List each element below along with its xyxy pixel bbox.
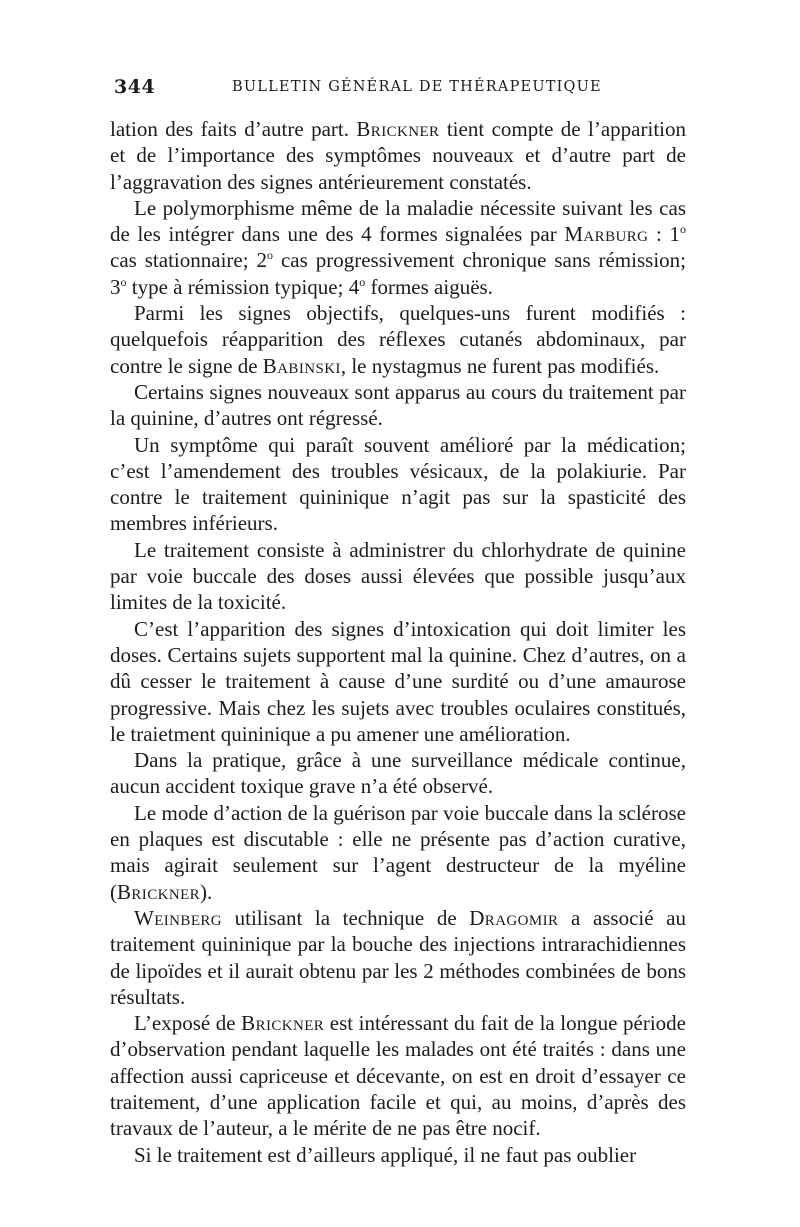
article-body xyxy=(110,116,686,1168)
paragraph-6: Le traitement consiste à administrer du chlorhydrate de quinine par voie buccale des doses aussi élevées que possible jusqu’aux limites de la toxicité. xyxy=(110,537,686,615)
author-name: Brickner xyxy=(241,1011,325,1036)
paragraph-9: Le mode d’action de la guérison par voie buccale dans la sclérose en plaques est discutable : elle ne présente pas d’action curative, mais agirait seulement sur l’agent destructeur de la myéline (Brickner). xyxy=(110,800,686,904)
author-name: Marburg xyxy=(564,222,649,247)
paragraph-8: Dans la pratique, grâce à une surveillance médicale continue, aucun accident toxique grave n’a été observé. xyxy=(110,748,686,799)
running-head: BULLETIN GÉNÉRAL DE THÉRAPEUTIQUE xyxy=(232,79,602,95)
paragraph-10: Weinberg utilisant la technique de Dragomir a associé au traitement quininique par la bouche des injections intrarachidiennes de lipoïdes et il aurait obtenu par les 2 méthodes combinées de bons résultats. xyxy=(110,905,686,1009)
page-number: 344 xyxy=(114,76,156,98)
paragraph-2: Le polymorphisme même de la maladie nécessite suivant les cas de les intégrer dans une des 4 formes signalées par Marburg : 1$^o$ cas stationnaire; 2$^o$ cas progressivement chronique sans rémission; 3$^o$ type à rémission typique; 4$^o$ formes aiguës. xyxy=(110,195,686,299)
author-name: Brickner xyxy=(117,879,201,904)
author-name: Babinski xyxy=(262,353,341,378)
author-name: Brickner xyxy=(356,117,440,141)
paragraph-3: Parmi les signes objectifs, quelques-uns furent modifiés : quelquefois réapparition des réflexes cutanés abdominaux, par contre le signe de Babinski, le nystagmus ne furent pas modifiés. xyxy=(110,301,686,378)
paragraph-1: lation des faits d’autre part. Brickner tient compte de l’apparition et de l’importance des symptômes nouveaux et d’autre part de l’aggravation des signes antérieurement constatés. xyxy=(110,117,686,194)
paragraph-12: Si le traitement est d’ailleurs appliqué, il ne faut pas oublier xyxy=(134,1142,637,1167)
author-name: Dragomir xyxy=(469,905,559,930)
paragraph-7: C’est l’apparition des signes d’intoxication qui doit limiter les doses. Certains sujets supportent mal la quinine. Chez d’autres, on a dû cesser le traitement à cause d’une surdité ou d’une amaurose progressive. Mais chez les sujets avec troubles oculaires constitués, le traietment quininique a pu amener une amélioration. xyxy=(110,616,686,746)
paragraph-4: Certains signes nouveaux sont apparus au cours du traitement par la quinine, d’autres ont régressé. xyxy=(110,379,686,431)
paragraph-5: Un symptôme qui paraît souvent amélioré par la médication; c’est l’amendement des troubles vésicaux, de la polakiurie. Par contre le traitement quininique n’agit pas sur la spasticité des membres inférieurs. xyxy=(110,432,686,536)
page-header xyxy=(114,76,686,102)
paragraph-11: L’exposé de Brickner est intéressant du fait de la longue période d’observation pendant laquelle les malades ont été traités : dans une affection aussi capriceuse et décevante, on est en droit d’essayer ce traitement, d’une application facile et qui, au moins, d’après des travaux de l’auteur, a le mérite de ne pas être nocif. xyxy=(110,1011,686,1141)
author-name: Weinberg xyxy=(134,905,223,930)
